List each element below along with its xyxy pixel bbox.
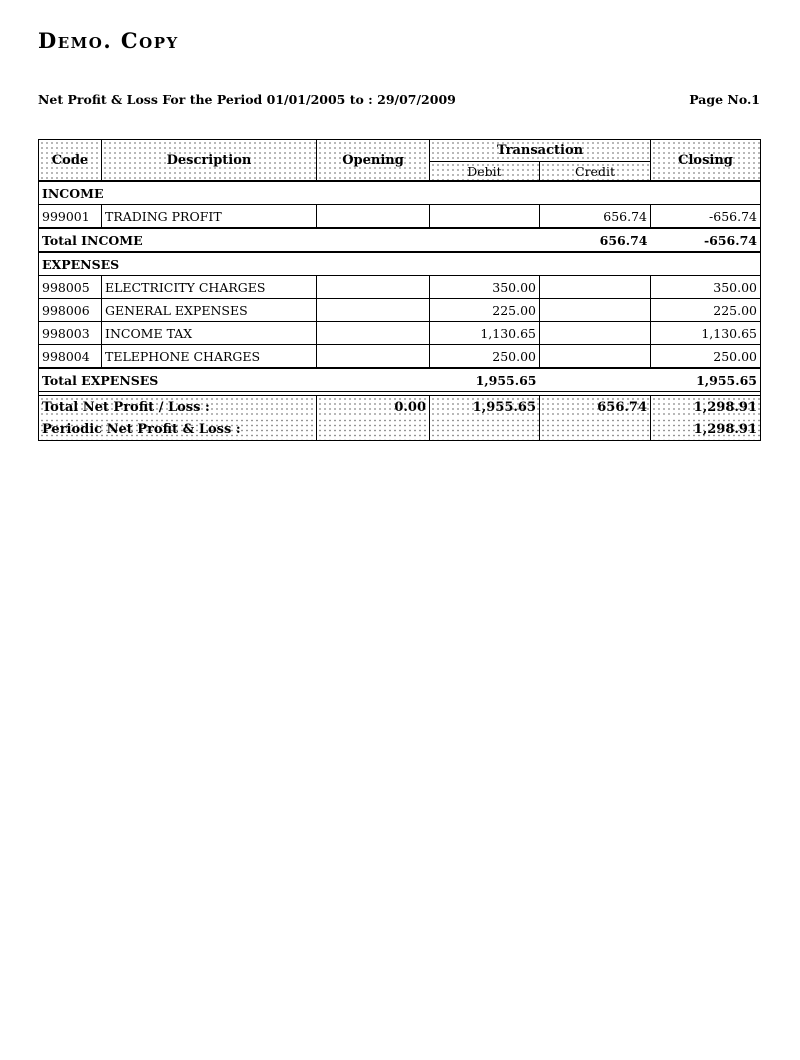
row-description: ELECTRICITY CHARGES bbox=[102, 276, 317, 299]
col-code-header: Code bbox=[39, 140, 102, 182]
report-title: Net Profit & Loss For the Period 01/01/2005 to : 29/07/2009 bbox=[38, 92, 456, 107]
row-closing: 350.00 bbox=[651, 276, 761, 299]
net-periodic-debit bbox=[430, 418, 540, 441]
row-debit: 250.00 bbox=[430, 345, 540, 369]
col-credit-header: Credit bbox=[540, 162, 651, 181]
row-code: 998005 bbox=[39, 276, 102, 299]
row-closing: 225.00 bbox=[651, 299, 761, 322]
col-description-header: Description bbox=[102, 140, 317, 182]
net-periodic-opening bbox=[317, 418, 430, 441]
row-description: GENERAL EXPENSES bbox=[102, 299, 317, 322]
section-title-income: INCOME bbox=[39, 181, 761, 205]
net-periodic-label: Periodic Net Profit & Loss : bbox=[39, 418, 317, 441]
net-total-label: Total Net Profit / Loss : bbox=[39, 396, 317, 419]
col-opening-header: Opening bbox=[317, 140, 430, 182]
row-debit: 1,130.65 bbox=[430, 322, 540, 345]
total-expenses-credit bbox=[540, 368, 651, 392]
net-total-closing: 1,298.91 bbox=[651, 396, 761, 419]
row-opening bbox=[317, 345, 430, 369]
net-periodic-closing: 1,298.91 bbox=[651, 418, 761, 441]
table-row bbox=[39, 299, 761, 322]
total-row-income bbox=[39, 228, 761, 252]
row-credit bbox=[540, 276, 651, 299]
net-total-opening: 0.00 bbox=[317, 396, 430, 419]
total-income-closing: -656.74 bbox=[651, 228, 761, 252]
row-closing: -656.74 bbox=[651, 205, 761, 229]
row-opening bbox=[317, 299, 430, 322]
total-income-credit: 656.74 bbox=[540, 228, 651, 252]
profit-loss-table bbox=[38, 139, 761, 441]
total-income-label: Total INCOME bbox=[39, 228, 430, 252]
net-periodic-row bbox=[39, 418, 761, 441]
row-opening bbox=[317, 322, 430, 345]
table-row bbox=[39, 205, 761, 229]
table-row bbox=[39, 345, 761, 369]
row-credit bbox=[540, 299, 651, 322]
net-total-row bbox=[39, 396, 761, 419]
row-credit bbox=[540, 345, 651, 369]
row-description: INCOME TAX bbox=[102, 322, 317, 345]
row-opening bbox=[317, 276, 430, 299]
row-closing: 250.00 bbox=[651, 345, 761, 369]
row-description: TELEPHONE CHARGES bbox=[102, 345, 317, 369]
row-code: 998003 bbox=[39, 322, 102, 345]
section-row-expenses bbox=[39, 252, 761, 276]
net-total-credit: 656.74 bbox=[540, 396, 651, 419]
net-periodic-credit bbox=[540, 418, 651, 441]
col-transaction-header: Transaction bbox=[430, 140, 651, 162]
total-expenses-label: Total EXPENSES bbox=[39, 368, 430, 392]
row-credit: 656.74 bbox=[540, 205, 651, 229]
table-header bbox=[39, 140, 761, 182]
total-row-expenses bbox=[39, 368, 761, 392]
section-title-expenses: EXPENSES bbox=[39, 252, 761, 276]
row-code: 998006 bbox=[39, 299, 102, 322]
page-number: Page No.1 bbox=[689, 92, 760, 107]
total-expenses-debit: 1,955.65 bbox=[430, 368, 540, 392]
row-debit bbox=[430, 205, 540, 229]
table-row bbox=[39, 322, 761, 345]
table-row bbox=[39, 276, 761, 299]
row-debit: 350.00 bbox=[430, 276, 540, 299]
row-description: TRADING PROFIT bbox=[102, 205, 317, 229]
row-code: 998004 bbox=[39, 345, 102, 369]
row-credit bbox=[540, 322, 651, 345]
row-debit: 225.00 bbox=[430, 299, 540, 322]
section-row-income bbox=[39, 181, 761, 205]
company-name: Demo. Copy bbox=[38, 28, 179, 53]
col-debit-header: Debit bbox=[430, 162, 540, 181]
col-closing-header: Closing bbox=[651, 140, 761, 182]
total-expenses-closing: 1,955.65 bbox=[651, 368, 761, 392]
row-closing: 1,130.65 bbox=[651, 322, 761, 345]
net-total-debit: 1,955.65 bbox=[430, 396, 540, 419]
row-code: 999001 bbox=[39, 205, 102, 229]
row-opening bbox=[317, 205, 430, 229]
total-income-debit bbox=[430, 228, 540, 252]
